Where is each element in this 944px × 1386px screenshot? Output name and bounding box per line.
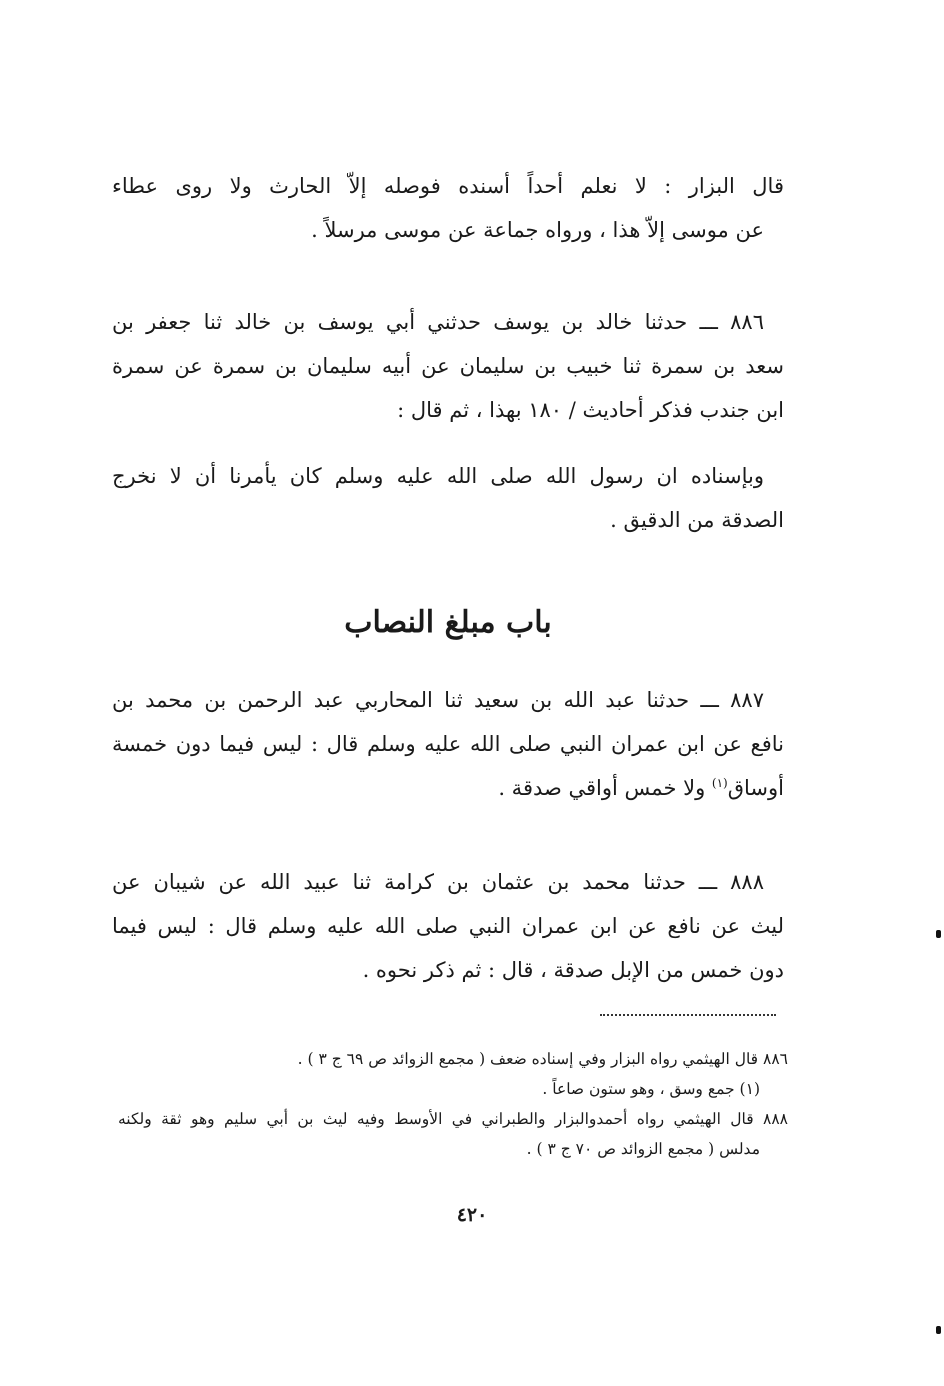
footnote-separator: [600, 1014, 776, 1016]
text-line: سعد بن سمرة ثنا خبيب بن سليمان عن أبيه سليمان بن سمرة عن سمرة: [112, 354, 784, 378]
text-line: وبإسناده ان رسول الله صلى الله عليه وسلم كان يأمرنا أن لا نخرج: [112, 464, 764, 488]
text-line: نافع عن ابن عمران النبي صلى الله عليه وسلم قال : ليس فيما دون خمسة: [112, 732, 784, 756]
footnote-888-line2: مدلس ( مجمع الزوائد ص ٧٠ ج ٣ ) .: [526, 1140, 760, 1158]
bazzar-paragraph: [112, 164, 784, 252]
text-line: ليث عن نافع عن ابن عمران النبي صلى الله عليه وسلم قال : ليس فيما: [112, 914, 784, 938]
footnote-888-line1: ٨٨٨ قال الهيثمي رواه أحمدوالبزار والطبراني في الأوسط وفيه ليث بن أبي سليم وهو ثقة ولكنه: [118, 1110, 788, 1128]
footnotes: [118, 1044, 788, 1164]
text-line: ٨٨٦ ـــ حدثنا خالد بن يوسف حدثني أبي يوسف بن خالد ثنا جعفر بن: [112, 310, 764, 334]
text-line: ابن جندب فذكر أحاديث / ١٨٠ بهذا ، ثم قال :: [397, 398, 784, 422]
footnote-1: (١) جمع وسق ، وهو ستون صاعاً .: [542, 1080, 760, 1098]
scan-speck: [936, 930, 941, 938]
page-number: ٤٢٠: [456, 1204, 488, 1226]
hadith-886: [112, 300, 784, 432]
text-fragment: ولا خمس أواقي صدقة .: [498, 776, 712, 800]
footnote-886: ٨٨٦ قال الهيثمي رواه البزار وفي إسناده ضعف ( مجمع الزوائد ص ٦٩ ج ٣ ) .: [297, 1050, 788, 1068]
text-line: الصدقة من الدقيق .: [610, 508, 784, 532]
text-line: قال البزار : لا نعلم أحداً أسنده فوصله إلاّ الحارث ولا روى عطاء: [112, 174, 784, 198]
scan-speck: [936, 1326, 941, 1334]
text-fragment: أوساق: [727, 776, 784, 800]
footnote-marker: (١): [711, 776, 728, 790]
hadith-887: [112, 678, 784, 810]
chapter-heading: باب مبلغ النصاب: [344, 605, 552, 640]
hadith-888: [112, 860, 784, 992]
text-line: ٨٨٨ ـــ حدثنا محمد بن عثمان بن كرامة ثنا عبيد الله عن شيبان عن: [112, 870, 764, 894]
text-line: دون خمس من الإبل صدقة ، قال : ثم ذكر نحوه .: [362, 958, 784, 982]
text-line: عن موسى إلاّ هذا ، ورواه جماعة عن موسى مرسلاً .: [311, 218, 764, 242]
text-line: [112, 766, 784, 810]
isnad-paragraph: [112, 454, 784, 542]
text-line: ٨٨٧ ـــ حدثنا عبد الله بن سعيد ثنا المحاربي عبد الرحمن بن محمد بن: [112, 688, 764, 712]
